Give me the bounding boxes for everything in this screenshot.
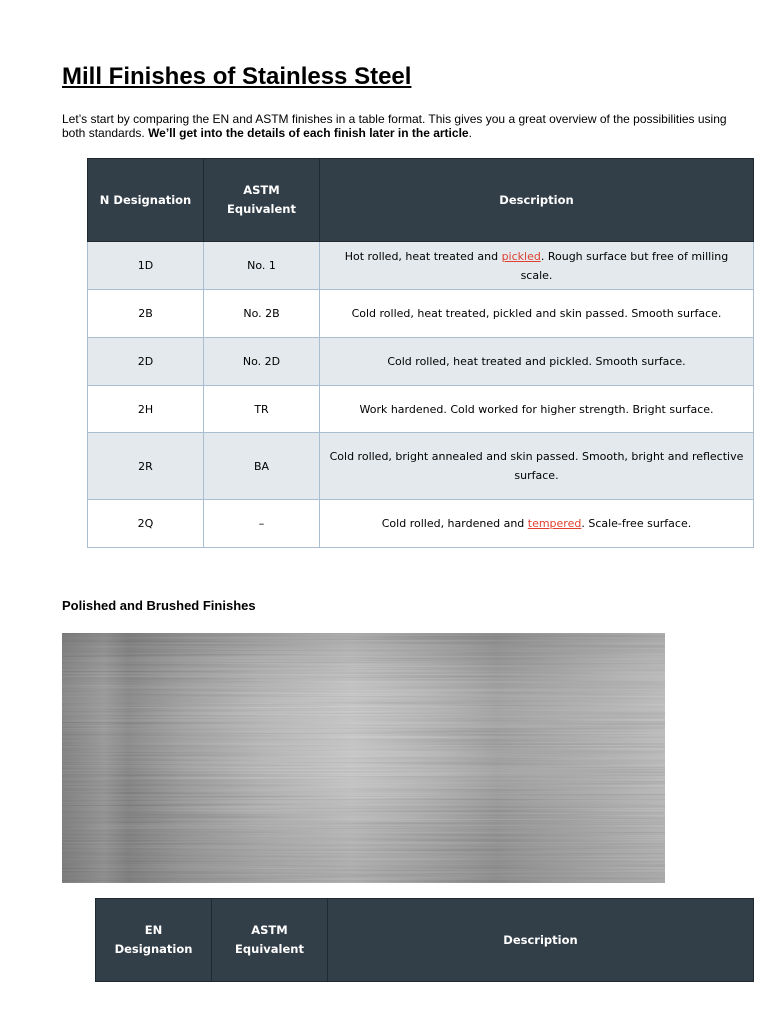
pickled-link[interactable]: pickled [501, 249, 541, 263]
header-n-designation: N Designation [88, 159, 204, 242]
tempered-link[interactable]: tempered [527, 517, 582, 530]
cell-description: Cold rolled, heat treated and pickled. Smooth surface. [320, 338, 754, 386]
cell-description [320, 500, 754, 548]
cell-description: Cold rolled, bright annealed and skin passed. Smooth, bright and reflective surface. [320, 433, 754, 500]
section-heading: Polished and Brushed Finishes [62, 598, 256, 613]
desc-text: . Scale-free surface. [581, 517, 692, 530]
header-astm-equivalent: ASTM Equivalent [204, 159, 320, 242]
header-description: Description [328, 899, 754, 982]
intro-text: Let’s start by comparing the EN and ASTM finishes in a table format. This gives you a great overview of the possibilities using both standards. [62, 112, 727, 140]
cell-designation: 2B [88, 290, 204, 338]
table-row [88, 242, 754, 290]
table-row [88, 290, 754, 338]
header-astm-equivalent: ASTM Equivalent [212, 899, 328, 982]
cell-description [320, 242, 754, 290]
mill-finishes-table [87, 158, 754, 548]
desc-text: . Rough surface but free of milling scale. [520, 249, 729, 282]
intro-bold-text: We’ll get into the details of each finish later in the article [148, 126, 469, 140]
cell-designation: 2D [88, 338, 204, 386]
table-row [88, 500, 754, 548]
intro-end: . [468, 126, 472, 140]
cell-astm: No. 2B [204, 290, 320, 338]
cell-designation: 1D [88, 242, 204, 290]
cell-astm: – [204, 500, 320, 548]
intro-paragraph [62, 112, 752, 140]
cell-description: Cold rolled, heat treated, pickled and skin passed. Smooth surface. [320, 290, 754, 338]
cell-designation: 2R [88, 433, 204, 500]
cell-astm: TR [204, 386, 320, 433]
desc-text: Hot rolled, heat treated and [344, 249, 502, 263]
table-row [88, 338, 754, 386]
page-title: Mill Finishes of Stainless Steel [62, 63, 412, 90]
polished-finishes-table [95, 898, 754, 982]
cell-designation: 2Q [88, 500, 204, 548]
cell-astm: BA [204, 433, 320, 500]
brushed-steel-image [62, 633, 665, 883]
cell-designation: 2H [88, 386, 204, 433]
header-en-designation: EN Designation [96, 899, 212, 982]
header-description: Description [320, 159, 754, 242]
table-row [88, 433, 754, 500]
cell-description: Work hardened. Cold worked for higher strength. Bright surface. [320, 386, 754, 433]
desc-text: Cold rolled, hardened and [381, 517, 528, 530]
cell-astm: No. 2D [204, 338, 320, 386]
brushed-steel-texture [62, 633, 665, 883]
table-row [88, 386, 754, 433]
cell-astm: No. 1 [204, 242, 320, 290]
